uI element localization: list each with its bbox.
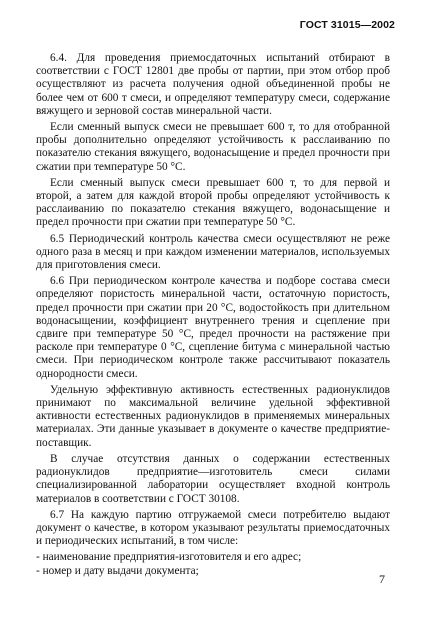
- paragraph-6-4: 6.4. Для проведения приемосдаточных испытаний отбирают в соответствии с ГОСТ 12801 две пробы от партии, при этом отбор проб осуществляют из расчета получения одной объединенной пробы не более чем от 600 т смеси, и определяют температуру смеси, содержание вяжущего и зерновой состав минеральной части.: [36, 52, 390, 117]
- document-body: [36, 52, 390, 578]
- paragraph-radionuclide-absence: В случае отсутствия данных о содержании естественных радионуклидов предприятие—изготовитель смеси силами специализированной лаборатории осуществляет входной контроль материалов в соответствии с ГОСТ 30108.: [36, 452, 390, 505]
- standard-header: ГОСТ 31015—2002: [299, 19, 395, 31]
- paragraph-output-over-600: Если сменный выпуск смеси превышает 600 т, то для первой и второй, а затем для каждой второй пробы определяют устойчивость к расслаиванию по показателю стекания вяжущего, водонасыщение и предел прочности при сжатии при температуре 50 °С.: [36, 176, 390, 229]
- list-item: - номер и дату выдачи документа;: [36, 564, 199, 577]
- paragraph-radionuclide-activity: Удельную эффективную активность естественных радионуклидов принимают по максимальной величине удельной эффективной активности естественных радионуклидов в применяемых минеральных материалах. Эти данные указывает в документе о качестве предприятие-поставщик.: [36, 383, 390, 449]
- paragraph-6-6: 6.6 При периодическом контроле качества и подборе состава смеси определяют пористость минеральной части, остаточную пористость, предел прочности при сжатии при 20 °С, водостойкость при длительном водонасыщении, коэффициент внутреннего трения и сцепление при сдвиге при температуре 50 °С, предел прочности на растяжение при расколе при температуре 0 °С, сцепление битума с минеральной частью смеси. При периодическом контроле также рассчитывают показатель однородности смеси.: [36, 275, 390, 380]
- paragraph-output-under-600: Если сменный выпуск смеси не превышает 600 т, то для отобранной пробы дополнительно определяют устойчивость к расслаиванию по показателю стекания вяжущего, водонасыщение и предел прочности при сжатии при температуре 50 °С.: [36, 121, 390, 173]
- paragraph-6-5: 6.5 Периодический контроль качества смеси осуществляют не реже одного раза в месяц и при каждом изменении материалов, используемых для приготовления смеси.: [36, 232, 390, 272]
- page-number: 7: [379, 572, 385, 586]
- list-item: - наименование предприятия-изготовителя и его адрес;: [36, 551, 302, 564]
- paragraph-6-7: 6.7 На каждую партию отгружаемой смеси потребителю выдают документ о качестве, в котором указывают результаты приемосдаточных и периодических испытаний, в том числе:: [36, 508, 390, 548]
